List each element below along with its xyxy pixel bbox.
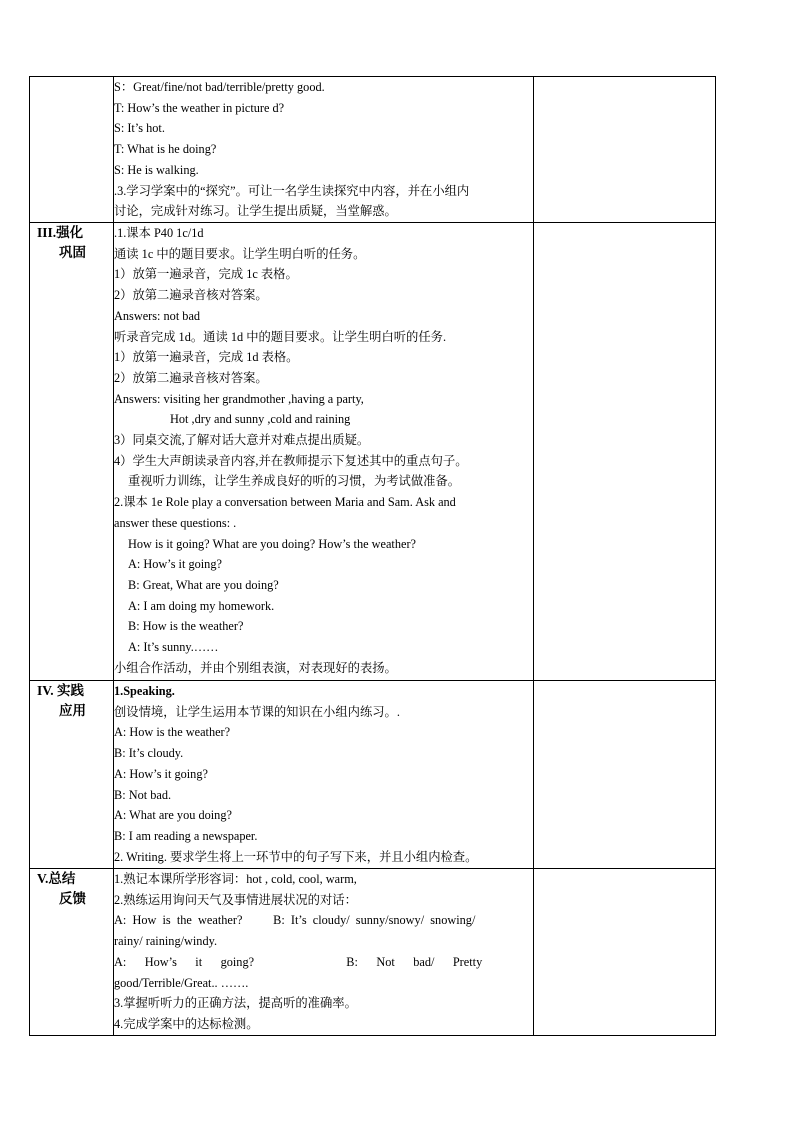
- content-line: 1）放第一遍录音，完成 1c 表格。: [114, 267, 298, 282]
- content-line: B: I am reading a newspaper.: [114, 828, 258, 843]
- content-line: 4）学生大声朗读录音内容,并在教师提示下复述其中的重点句子。: [114, 453, 468, 468]
- content-line: rainy/ raining/windy.: [114, 934, 218, 949]
- notes-cell: [534, 223, 716, 681]
- table-row: [30, 77, 716, 223]
- stage-cell: [30, 681, 114, 869]
- content-line: answer these questions: .: [114, 515, 237, 530]
- content-line: 2. Writing. 要求学生将上一环节中的句子写下来，并且小组内检查。: [114, 849, 478, 864]
- content-line: B: Great, What are you doing?: [128, 577, 279, 592]
- content-line: How is it going? What are you doing? How’s the weather?: [128, 536, 416, 551]
- content-line: Answers: visiting her grandmother ,having a party,: [114, 391, 364, 406]
- content-cell: [114, 869, 534, 1036]
- content-line: 2.熟练运用询问天气及事情进展状况的对话：: [114, 892, 357, 907]
- content-line: 通读 1c 中的题目要求。让学生明白听的任务。: [114, 246, 366, 261]
- stage-cell: [30, 223, 114, 681]
- stage-title: IV. 实践: [37, 683, 85, 698]
- content-line: 1.熟记本课所学形容词：hot , cold, cool, warm,: [114, 872, 357, 886]
- content-line: A: What are you doing?: [114, 808, 232, 823]
- content-line: S：Great/fine/not bad/terrible/pretty good.: [114, 80, 325, 94]
- content-line: good/Terrible/Great.. …….: [114, 975, 249, 990]
- stage-title: III.强化: [37, 225, 84, 240]
- content-line: 讨论，完成针对练习。让学生提出质疑，当堂解惑。: [114, 204, 397, 219]
- content-line: 创设情境，让学生运用本节课的知识在小组内练习。.: [114, 704, 400, 719]
- stage-subtitle: 巩固: [59, 245, 86, 260]
- content-line: Answers: not bad: [114, 308, 201, 323]
- content-line: 4.完成学案中的达标检测。: [114, 1016, 259, 1031]
- content-line: B: How is the weather?: [128, 619, 244, 634]
- stage-cell: [30, 77, 114, 223]
- content-line: 1.Speaking.: [114, 684, 175, 698]
- stage-title: V.总结: [37, 871, 76, 886]
- content-line: A: How is the weather? B: It’s cloudy/ sunny/snowy/ snowing/: [114, 913, 476, 928]
- notes-cell: [534, 77, 716, 223]
- content-line: S: It’s hot.: [114, 121, 165, 136]
- lesson-plan-table: [29, 76, 716, 1036]
- content-line: 听录音完成 1d。通读 1d 中的题目要求。让学生明白听的任务.: [114, 329, 447, 344]
- content-cell: [114, 77, 534, 223]
- content-line: .3.学习学案中的“探究”。可让一名学生读探究中内容，并在小组内: [114, 183, 470, 198]
- content-line: S: He is walking.: [114, 162, 199, 177]
- content-line: B: Not bad.: [114, 787, 172, 802]
- content-line: Hot ,dry and sunny ,cold and raining: [170, 412, 351, 427]
- stage-cell: [30, 869, 114, 1036]
- content-line: 2.课本 1e Role play a conversation between Maria and Sam. Ask and: [114, 495, 456, 510]
- content-line: 1）放第一遍录音，完成 1d 表格。: [114, 350, 299, 365]
- notes-cell: [534, 869, 716, 1036]
- table-row: [30, 869, 716, 1036]
- content-line: T: How’s the weather in picture d?: [114, 100, 285, 115]
- stage-subtitle: 应用: [59, 703, 86, 718]
- content-line: A: How’s it going?: [128, 557, 222, 572]
- content-line: A: How’s it going?: [114, 766, 208, 781]
- content-line: 3.掌握听听力的正确方法，提高听的准确率。: [114, 996, 357, 1011]
- content-line: B: It’s cloudy.: [114, 746, 184, 761]
- content-line: .1.课本 P40 1c/1d: [114, 226, 204, 240]
- stage-subtitle: 反馈: [59, 891, 86, 906]
- content-cell: [114, 223, 534, 681]
- content-line: T: What is he doing?: [114, 142, 217, 157]
- table-row: [30, 223, 716, 681]
- table-row: [30, 681, 716, 869]
- content-line: 2）放第二遍录音核对答案。: [114, 370, 268, 385]
- content-line: A: How’s it going? B: Not bad/ Pretty: [114, 954, 483, 969]
- content-line: A: I am doing my homework.: [128, 598, 275, 613]
- notes-cell: [534, 681, 716, 869]
- content-line: 2）放第二遍录音核对答案。: [114, 288, 268, 303]
- content-cell: [114, 681, 534, 869]
- content-line: A: It’s sunny.……: [128, 640, 219, 655]
- content-line: 小组合作活动，并由个别组表演，对表现好的表扬。: [114, 660, 397, 675]
- content-line: 3）同桌交流,了解对话大意并对难点提出质疑。: [114, 433, 370, 448]
- content-line: A: How is the weather?: [114, 725, 231, 740]
- content-line: 重视听力训练，让学生养成良好的听的习惯，为考试做准备。: [128, 474, 461, 489]
